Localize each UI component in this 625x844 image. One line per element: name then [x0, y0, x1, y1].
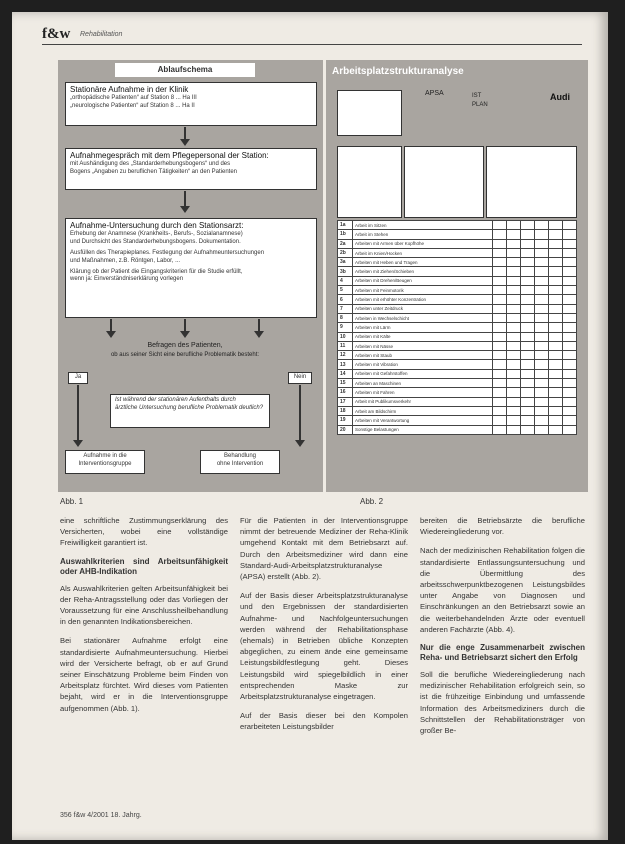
page-footer: 356 f&w 4/2001 18. Jahrg.	[60, 812, 142, 819]
criteria-row	[338, 230, 577, 239]
box-line: ärztliche Untersuchung berufliche Problematik deutlich?	[115, 404, 264, 411]
rating-cell	[563, 351, 577, 360]
rating-cell	[507, 248, 521, 257]
criteria-number: 6	[338, 295, 353, 304]
rating-cell	[535, 360, 549, 369]
rating-cell	[507, 323, 521, 332]
rating-cell	[549, 276, 563, 285]
box-line: und Durchsicht des Standarderhebungsbogens. Dokumentation.	[70, 239, 241, 246]
rating-cell	[563, 406, 577, 415]
rating-cell	[563, 267, 577, 276]
rating-cell	[549, 406, 563, 415]
rating-cell	[521, 388, 535, 397]
rating-cell	[563, 332, 577, 341]
rating-cell	[521, 267, 535, 276]
rating-cell	[493, 406, 507, 415]
box-title: Aufnahmegespräch mit dem Pflegepersonal der Station:	[70, 151, 269, 160]
criteria-number: 5	[338, 286, 353, 295]
criteria-number: 8	[338, 313, 353, 322]
criteria-number: 3b	[338, 267, 353, 276]
fig1-no: Nein	[288, 372, 312, 384]
rating-cell	[549, 267, 563, 276]
criteria-label: Arbeiten mit Heben und Tragen	[353, 258, 493, 267]
box-line: Aufnahme in die	[83, 453, 127, 459]
rating-cell	[549, 323, 563, 332]
rating-cell	[521, 425, 535, 434]
text-column-3	[420, 515, 585, 744]
criteria-label: Arbeiten mit Staub	[353, 351, 493, 360]
rating-cell	[535, 295, 549, 304]
criteria-number: 18	[338, 406, 353, 415]
rating-cell	[507, 286, 521, 295]
criteria-label: Arbeiten an Maschinen	[353, 379, 493, 388]
criteria-number: 10	[338, 332, 353, 341]
box-line: Ist während der stationären Aufenthalts durch	[115, 397, 236, 403]
fig2-info-box	[337, 90, 402, 136]
rating-cell	[535, 248, 549, 257]
box-line: „neurologische Patienten“ auf Station 8 ... Ha II	[70, 103, 195, 110]
criteria-label: Sonstige Belastungen	[353, 425, 493, 434]
rating-cell	[493, 258, 507, 267]
fig1-box-question	[110, 394, 270, 428]
arrow-tip	[254, 331, 264, 338]
rating-cell	[563, 304, 577, 313]
running-header	[42, 26, 582, 45]
rating-cell	[521, 286, 535, 295]
criteria-number: 2a	[338, 239, 353, 248]
rating-cell	[507, 258, 521, 267]
paragraph: Für die Patienten in der Interventionsgruppe nimmt der betreuende Mediziner der Reha-Klinik umgehend Kontakt mit dem Betriebsarzt auf. Durch den Arbeitsmediziner wird dann eine Standard-Audi-Arbeitsplatzstrukturanalyse (APSA) erstellt (Abb. 2).	[240, 516, 408, 582]
rating-cell	[535, 276, 549, 285]
rating-cell	[493, 276, 507, 285]
rating-cell	[507, 295, 521, 304]
rating-cell	[521, 258, 535, 267]
rating-cell	[549, 379, 563, 388]
rating-cell	[521, 351, 535, 360]
caption-abb1: Abb. 1	[60, 497, 84, 506]
rating-cell	[535, 416, 549, 425]
criteria-row	[338, 406, 577, 415]
fig1-yes: Ja	[68, 372, 88, 384]
rating-cell	[549, 416, 563, 425]
arrow	[299, 385, 301, 441]
criteria-number: 14	[338, 369, 353, 378]
rating-cell	[563, 323, 577, 332]
paragraph: eine schriftliche Zustimmungserklärung des Versicherten, wobei eine vollständige Freiwilligkeit garantiert ist.	[60, 516, 228, 548]
rating-cell	[563, 416, 577, 425]
criteria-label: Arbeiten mit Ziehen/Schieben	[353, 267, 493, 276]
criteria-label: Arbeiten mit Lärm	[353, 323, 493, 332]
criteria-label: Arbeiten mit Verantwortung	[353, 416, 493, 425]
criteria-row	[338, 397, 577, 406]
rating-cell	[521, 369, 535, 378]
box-line: wenn ja: Einverständniserklärung vorlegen	[70, 276, 184, 283]
rating-cell	[507, 313, 521, 322]
rating-cell	[563, 286, 577, 295]
rating-cell	[493, 388, 507, 397]
arrow	[77, 385, 79, 441]
rating-cell	[521, 406, 535, 415]
rating-cell	[535, 258, 549, 267]
fig1-box-admission	[65, 82, 317, 126]
box-line: Klärung ob der Patient die Eingangskriterien für die Studie erfüllt,	[70, 268, 243, 275]
criteria-label: Arbeit im Stehen	[353, 230, 493, 239]
rating-cell	[549, 332, 563, 341]
rating-cell	[493, 416, 507, 425]
rating-cell	[563, 248, 577, 257]
criteria-row	[338, 286, 577, 295]
criteria-label: Arbeiten mit Vibration	[353, 360, 493, 369]
rating-cell	[493, 379, 507, 388]
criteria-row	[338, 416, 577, 425]
fig2-title: Arbeitsplatzstrukturanalyse	[332, 66, 464, 77]
rating-cell	[549, 239, 563, 248]
fig1-ask-title: Befragen des Patienten,	[147, 342, 223, 349]
subheading: Auswahlkriterien sind Arbeitsunfähigkeit oder AHB-Indikation	[60, 556, 228, 576]
rating-cell	[535, 239, 549, 248]
rating-cell	[549, 286, 563, 295]
criteria-number: 1a	[338, 221, 353, 230]
rating-cell	[535, 369, 549, 378]
rating-cell	[563, 276, 577, 285]
criteria-label: Arbeit im Knien/Hocken	[353, 248, 493, 257]
rating-cell	[521, 416, 535, 425]
arrow-tip	[73, 440, 83, 447]
rating-cell	[493, 332, 507, 341]
criteria-row	[338, 258, 577, 267]
rating-cell	[507, 379, 521, 388]
rating-cell	[535, 379, 549, 388]
criteria-row	[338, 351, 577, 360]
criteria-row	[338, 369, 577, 378]
rating-cell	[493, 267, 507, 276]
rating-cell	[507, 304, 521, 313]
rating-cell	[493, 323, 507, 332]
rating-cell	[521, 313, 535, 322]
criteria-row	[338, 267, 577, 276]
criteria-label: Arbeit im Sitzen	[353, 221, 493, 230]
fig1-title: Ablaufschema	[115, 63, 255, 77]
journal-logo: f&w	[42, 26, 71, 42]
criteria-number: 3a	[338, 258, 353, 267]
paragraph: Bei stationärer Aufnahme erfolgt eine standardisierte Aufnahmeuntersuchung. Hierbei wird der Versicherte befragt, ob er auf Grund seiner Einschätzung Probleme beim Finden von Arbeitsplatz fürchtet. Wird dieses vom Patienten bejaht, wird er in die Interventionsgruppe aufgenommen (Abb. 1).	[60, 636, 228, 713]
rating-cell	[535, 397, 549, 406]
rating-cell	[535, 388, 549, 397]
criteria-label: Arbeiten mit Nässe	[353, 341, 493, 350]
rating-cell	[493, 351, 507, 360]
rating-cell	[521, 221, 535, 230]
arrow-tip	[180, 139, 190, 146]
rating-cell	[563, 295, 577, 304]
fig2-plan-label: PLAN	[472, 102, 488, 108]
rating-cell	[549, 304, 563, 313]
text-column-2	[240, 515, 408, 741]
rating-cell	[535, 323, 549, 332]
audi-logo: Audi	[550, 92, 570, 102]
criteria-row	[338, 248, 577, 257]
rating-cell	[563, 397, 577, 406]
rating-cell	[507, 369, 521, 378]
rating-cell	[563, 313, 577, 322]
box-line: Bogens „Angaben zu beruflichen Tätigkeiten“ an den Patienten	[70, 169, 238, 176]
rating-cell	[549, 258, 563, 267]
rating-cell	[563, 230, 577, 239]
caption-abb2: Abb. 2	[360, 497, 384, 506]
rating-cell	[521, 323, 535, 332]
rating-cell	[507, 341, 521, 350]
paragraph: Auf der Basis dieser bei den Kompolen erarbeiteten Leistungsbilder	[240, 711, 408, 732]
rating-cell	[493, 425, 507, 434]
arrow-tip	[106, 331, 116, 338]
fig2-apsa-label: APSA	[425, 90, 444, 97]
rating-cell	[493, 360, 507, 369]
fig1-box-exam	[65, 218, 317, 318]
rating-cell	[549, 295, 563, 304]
criteria-number: 20	[338, 425, 353, 434]
rating-cell	[493, 295, 507, 304]
box-line: Behandlung	[223, 453, 257, 459]
arrow	[184, 191, 186, 207]
rating-cell	[563, 388, 577, 397]
rating-cell	[493, 313, 507, 322]
criteria-number: 7	[338, 304, 353, 313]
rating-cell	[535, 406, 549, 415]
criteria-number: 9	[338, 323, 353, 332]
criteria-row	[338, 276, 577, 285]
criteria-row	[338, 221, 577, 230]
rating-cell	[507, 276, 521, 285]
criteria-row	[338, 323, 577, 332]
paragraph: Soll die berufliche Wiedereingliederung nach medizinischer Rehabilitation erfolgreich sein, so ist die frühzeitige Einbindung und umfassende Information des Arbeitsmediziners durch die Schnittstellen der Rehabilitationsträger von großer Be-	[420, 670, 585, 736]
rating-cell	[549, 388, 563, 397]
criteria-number: 19	[338, 416, 353, 425]
rating-cell	[535, 304, 549, 313]
criteria-label: Arbeiten mit Fahren	[353, 388, 493, 397]
rating-cell	[493, 239, 507, 248]
criteria-number: 17	[338, 397, 353, 406]
criteria-row	[338, 239, 577, 248]
rating-cell	[563, 360, 577, 369]
box-line: Interventionsgruppe	[78, 460, 132, 467]
rating-cell	[521, 304, 535, 313]
criteria-number: 13	[338, 360, 353, 369]
fig1-ask-line: ob aus seiner Sicht eine berufliche Problematik besteht:	[110, 352, 260, 358]
rating-cell	[493, 369, 507, 378]
fig1-box-intervention	[65, 450, 145, 474]
criteria-row	[338, 360, 577, 369]
rating-cell	[535, 341, 549, 350]
rating-cell	[507, 267, 521, 276]
criteria-label: Arbeiten mit Drehen/Beugen	[353, 276, 493, 285]
rating-cell	[521, 276, 535, 285]
rating-cell	[549, 369, 563, 378]
text-column-1	[60, 515, 228, 722]
rating-cell	[521, 397, 535, 406]
rating-cell	[549, 221, 563, 230]
rating-cell	[563, 221, 577, 230]
fig1-box-control	[200, 450, 280, 474]
criteria-row	[338, 379, 577, 388]
criteria-row	[338, 313, 577, 322]
criteria-number: 11	[338, 341, 353, 350]
criteria-label: Arbeiten mit Armen über Kopfhöhe	[353, 239, 493, 248]
rating-cell	[563, 379, 577, 388]
rating-cell	[493, 221, 507, 230]
criteria-label: Arbeiten mit Feinmotorik	[353, 286, 493, 295]
criteria-number: 12	[338, 351, 353, 360]
paragraph: Nach der medizinischen Rehabilitation folgen die standardisierte Entlassungsuntersuchung und die Übermittlung des arbeitsschwerpunktbezogenen Leistungsbildes unter Angabe von Diagnosen und Einschränkungen an den Betriebsarzt sowie an die weiterbehandelnden Ärzte oder eventuell anderen Fachärzte (Abb. 4).	[420, 546, 585, 634]
criteria-label: Arbeiten mit Gefahrstoffen	[353, 369, 493, 378]
rating-cell	[563, 258, 577, 267]
rating-cell	[535, 313, 549, 322]
rating-cell	[521, 332, 535, 341]
header-section: Rehabilitation	[80, 31, 123, 38]
criteria-label: Arbeiten in Wechselschicht	[353, 313, 493, 322]
rating-cell	[535, 267, 549, 276]
rating-cell	[535, 351, 549, 360]
rating-cell	[521, 248, 535, 257]
rating-cell	[493, 230, 507, 239]
rating-cell	[507, 416, 521, 425]
rating-cell	[535, 221, 549, 230]
fig2-person-box	[337, 146, 402, 218]
rating-cell	[507, 397, 521, 406]
rating-cell	[507, 388, 521, 397]
box-line: Ausfüllen des Therapieplanes. Festlegung der Aufnahmeuntersuchungen	[70, 249, 265, 256]
criteria-label: Arbeit am Bildschirm	[353, 406, 493, 415]
criteria-row	[338, 341, 577, 350]
rating-cell	[507, 360, 521, 369]
box-line: ohne Intervention	[216, 460, 264, 467]
box-line: „orthopädische Patienten“ auf Station 8 ... Ha III	[70, 95, 197, 102]
criteria-label: Arbeiten unter Zeitdruck	[353, 304, 493, 313]
fig2-ist-label: IST	[472, 93, 482, 99]
rating-cell	[521, 379, 535, 388]
rating-cell	[549, 248, 563, 257]
rating-cell	[493, 304, 507, 313]
rating-cell	[493, 341, 507, 350]
arrow-tip	[180, 331, 190, 338]
subheading: Nur die enge Zusammenarbeit zwischen Reha- und Betriebsarzt sichert den Erfolg	[420, 643, 585, 663]
rating-cell	[535, 425, 549, 434]
criteria-number: 2b	[338, 248, 353, 257]
box-line: mit Aushändigung des „Standarderhebungsbogens“ und des	[70, 161, 231, 168]
rating-cell	[521, 341, 535, 350]
rating-cell	[521, 239, 535, 248]
rating-cell	[549, 351, 563, 360]
arrow-tip	[180, 206, 190, 213]
rating-cell	[521, 230, 535, 239]
box-line: Erhebung der Anamnese (Krankheits-, Berufs-, Sozialanamnese)	[70, 231, 243, 238]
criteria-row	[338, 425, 577, 434]
arrow-tip	[295, 440, 305, 447]
rating-cell	[535, 286, 549, 295]
rating-cell	[493, 286, 507, 295]
rating-cell	[549, 313, 563, 322]
rating-cell	[549, 360, 563, 369]
criteria-number: 4	[338, 276, 353, 285]
rating-cell	[549, 230, 563, 239]
criteria-label: Arbeiten mit Kälte	[353, 332, 493, 341]
rating-cell	[507, 239, 521, 248]
rating-cell	[563, 369, 577, 378]
rating-cell	[521, 360, 535, 369]
criteria-row	[338, 332, 577, 341]
criteria-row	[338, 304, 577, 313]
paragraph: bereiten die Betriebsärzte die berufliche Wiedereingliederung vor.	[420, 516, 585, 537]
box-title: Aufnahme-Untersuchung durch den Stationsarzt:	[70, 221, 244, 230]
criteria-number: 16	[338, 388, 353, 397]
criteria-row	[338, 295, 577, 304]
paragraph: Auf der Basis dieser Arbeitsplatzstrukturanalyse und den Ergebnissen der standardisierten Aufnahme- und Nachfolgeuntersuchungen werden während der Rehabilitationsphase (ehemals) in Betrieben übliche Konzepten abgeglichen, zu einem ände eine gemeinsame Leistungsbildfestlegung geht. Dieses Leistungsbild wird spiegelbildlich in einer entsprechenden Maske zur Arbeitsplatzstrukturanalyse eingetragen.	[240, 591, 408, 702]
fig2-activity-box	[404, 146, 484, 218]
fig2-rating-box	[486, 146, 577, 218]
criteria-label: Arbeit mit Publikumsverkehr	[353, 397, 493, 406]
rating-cell	[507, 406, 521, 415]
box-title: Stationäre Aufnahme in der Klinik	[70, 85, 189, 94]
rating-cell	[535, 332, 549, 341]
rating-cell	[563, 239, 577, 248]
paragraph: Als Auswahlkriterien gelten Arbeitsunfähigkeit bei der Reha-Antragsstellung oder das Vorliegen der Voraussetzung für eine Anschlussheilbehandlung in den genannten Indikationsbereichen.	[60, 583, 228, 627]
criteria-row	[338, 388, 577, 397]
rating-cell	[549, 397, 563, 406]
criteria-label: Arbeiten mit erhöhter Konzentration	[353, 295, 493, 304]
rating-cell	[507, 221, 521, 230]
rating-cell	[535, 230, 549, 239]
rating-cell	[493, 397, 507, 406]
rating-cell	[549, 341, 563, 350]
rating-cell	[493, 248, 507, 257]
criteria-number: 15	[338, 379, 353, 388]
fig1-box-nursing	[65, 148, 317, 190]
rating-cell	[507, 230, 521, 239]
rating-cell	[563, 341, 577, 350]
rating-cell	[521, 295, 535, 304]
rating-cell	[507, 425, 521, 434]
criteria-number: 1b	[338, 230, 353, 239]
rating-cell	[507, 332, 521, 341]
rating-cell	[507, 351, 521, 360]
box-line: und Maßnahmen, z.B. Röntgen, Labor, ...	[70, 257, 181, 264]
fig2-criteria-table	[337, 220, 577, 435]
rating-cell	[549, 425, 563, 434]
rating-cell	[563, 425, 577, 434]
